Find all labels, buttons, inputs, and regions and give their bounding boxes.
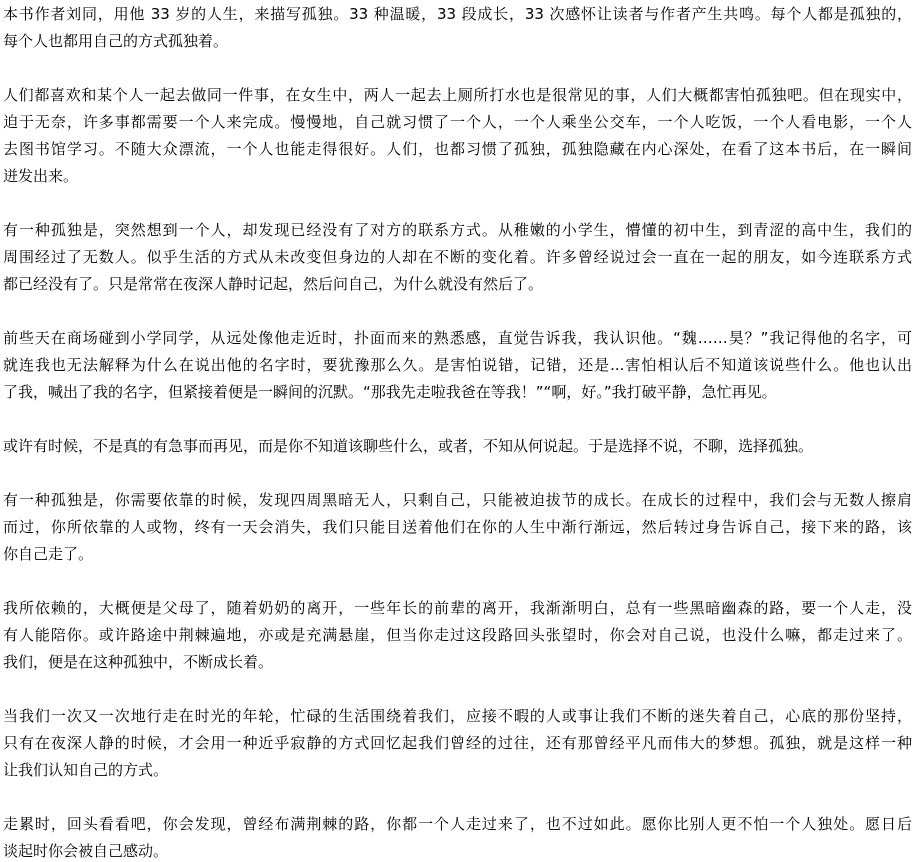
text-line: 走累时，回头看看吧，你会发现，曾经布满荆棘的路，你都一个人走过来了，也不过如此。愿你比别人更不怕一个人独处。愿日后 <box>3 815 912 833</box>
text-line: 或许有时候，不是真的有急事而再见，而是你不知道该聊些什么，或者，不知从何说起。于是选择不说，不聊，选择孤独。 <box>3 437 814 455</box>
article-body <box>3 1 912 862</box>
text-line: 只有在夜深人静的时候，才会用一种近乎寂静的方式回忆起我们曾经的过往，还有那曾经平凡而伟大的梦想。孤独，就是这样一种 <box>3 734 912 752</box>
paragraph-4 <box>3 325 912 406</box>
text-line: 我们，便是在这种孤独中，不断成长着。 <box>3 653 274 671</box>
text-line: 前些天在商场碰到小学同学，从远处像他走近时，扑面而来的熟悉感，直觉告诉我，我认识他。“魏……昊？”我记得他的名字，可 <box>3 329 912 347</box>
paragraph-7 <box>3 595 912 676</box>
text-line: 迫于无奈，许多事都需要一个人来完成。慢慢地，自己就习惯了一个人，一个人乘坐公交车，一个人吃饭，一个人看电影，一个人 <box>3 113 912 131</box>
text-line: 我所依赖的，大概便是父母了，随着奶奶的离开，一些年长的前辈的离开，我渐渐明白，总有一些黑暗幽森的路，要一个人走，没 <box>3 599 912 617</box>
text-line: 人们都喜欢和某个人一起去做同一件事，在女生中，两人一起去上厕所打水也是很常见的事，人们大概都害怕孤独吧。但在现实中， <box>3 86 912 104</box>
text-line: 而过，你所依靠的人或物，终有一天会消失，我们只能目送着他们在你的人生中渐行渐远，然后转过身告诉自己，接下来的路，该 <box>3 518 912 536</box>
text-line: 每个人也都用自己的方式孤独着。 <box>3 32 229 50</box>
text-line: 迸发出来。 <box>3 167 79 185</box>
text-line: 去图书馆学习。不随大众漂流，一个人也能走得很好。人们，也都习惯了孤独，孤独隐藏在内心深处，在看了这本书后，在一瞬间 <box>3 140 912 158</box>
paragraph-1 <box>3 1 912 55</box>
text-line: 了我，喊出了我的名字，但紧接着便是一瞬间的沉默。“那我先走啦我爸在等我！”“啊，好。”我打破平静，急忙再见。 <box>3 383 777 401</box>
paragraph-9 <box>3 811 912 862</box>
text-line: 就连我也无法解释为什么在说出他的名字时，要犹豫那么久。是害怕说错，记错，还是...害怕相认后不知道该说些什么。他也认出 <box>3 356 912 374</box>
text-line: 有人能陪你。或许路途中荆棘遍地，亦或是充满悬崖，但当你走过这段路回头张望时，你会对自己说，也没什么嘛，都走过来了。 <box>3 626 912 644</box>
text-line: 当我们一次又一次地行走在时光的年轮，忙碌的生活围绕着我们，应接不暇的人或事让我们不断的迷失着自己，心底的那份坚持， <box>3 707 912 725</box>
paragraph-8 <box>3 703 912 784</box>
text-line: 本书作者刘同，用他 33 岁的人生，来描写孤独。33 种温暖，33 段成长，33 次感怀让读者与作者产生共鸣。每个人都是孤独的， <box>3 5 912 23</box>
paragraph-2 <box>3 82 912 190</box>
text-line: 周围经过了无数人。似乎生活的方式从未改变但身边的人却在不断的变化着。许多曾经说过会一直在一起的朋友，如今连联系方式 <box>3 248 912 266</box>
text-line: 你自己走了。 <box>3 545 94 563</box>
text-line: 谈起时你会被自己感动。 <box>3 842 169 860</box>
text-line: 让我们认知自己的方式。 <box>3 761 169 779</box>
text-line: 有一种孤独是，突然想到一个人，却发现已经没有了对方的联系方式。从稚嫩的小学生，懵懂的初中生，到青涩的高中生，我们的 <box>3 221 912 239</box>
text-line: 都已经没有了。只是常常在夜深人静时记起，然后问自己，为什么就没有然后了。 <box>3 275 544 293</box>
paragraph-3 <box>3 217 912 298</box>
paragraph-5 <box>3 433 912 460</box>
text-line: 有一种孤独是，你需要依靠的时候，发现四周黑暗无人，只剩自己，只能被迫拔节的成长。在成长的过程中，我们会与无数人擦肩 <box>3 491 912 509</box>
paragraph-6 <box>3 487 912 568</box>
